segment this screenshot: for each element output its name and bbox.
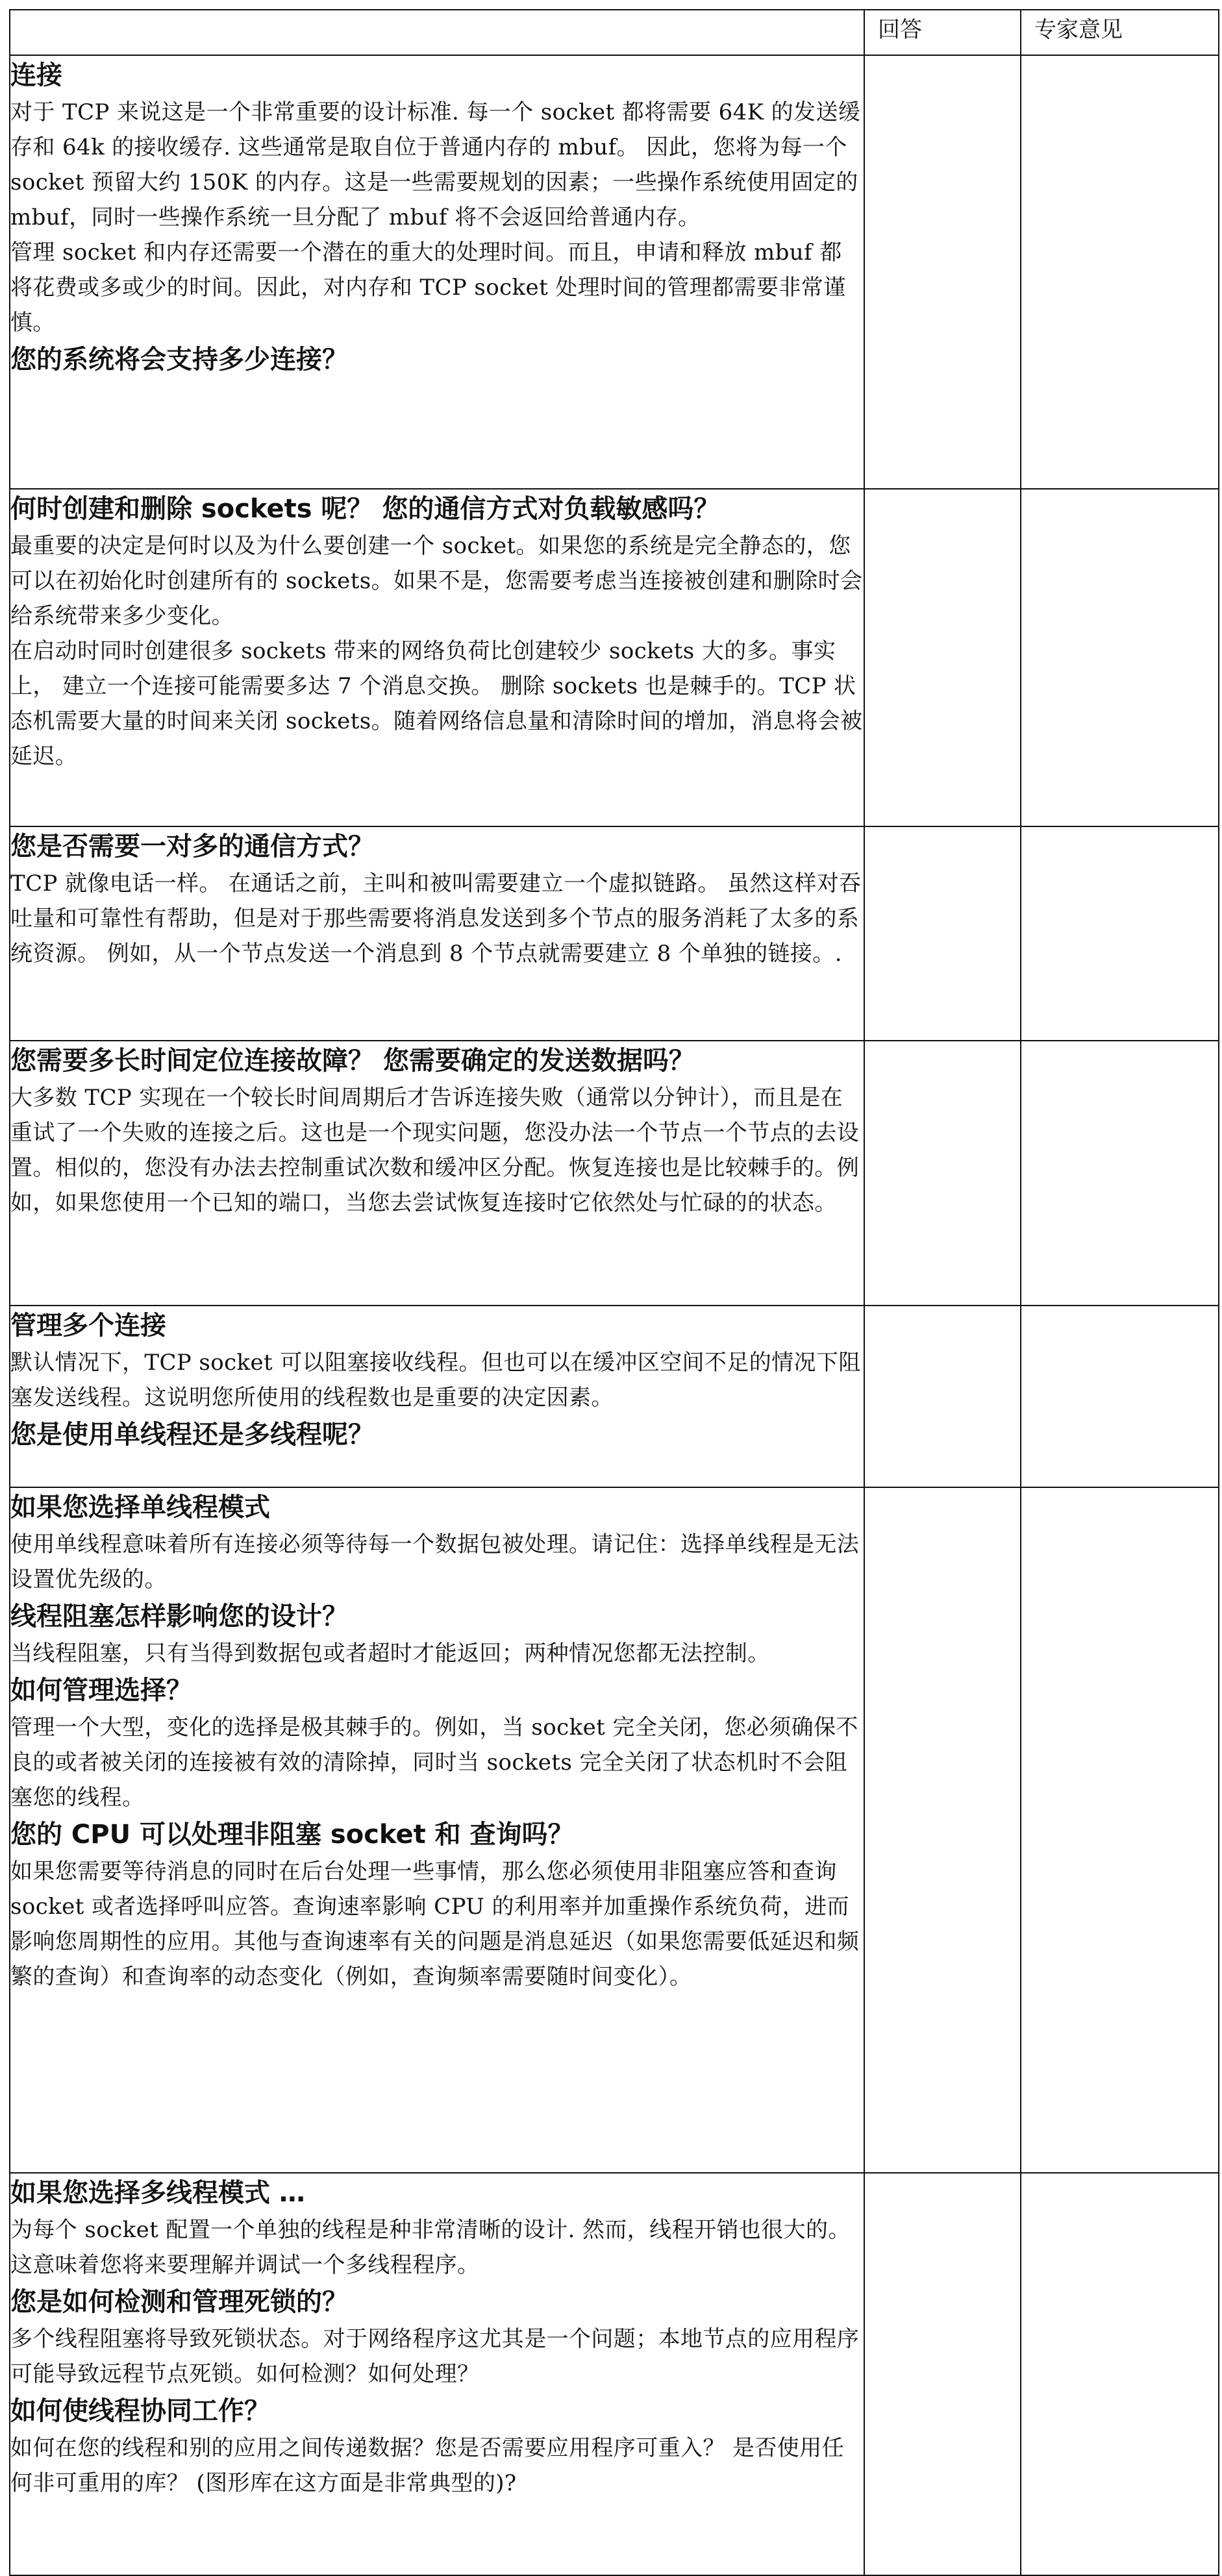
answer-cell[interactable] xyxy=(864,2173,1021,2575)
section-heading: 如果您选择单线程模式 xyxy=(10,1492,270,1522)
answer-cell[interactable] xyxy=(864,826,1021,1041)
topic-content xyxy=(10,56,864,379)
section-heading: 连接 xyxy=(10,60,62,90)
header-answer: 回答 xyxy=(864,10,1021,55)
section-heading: 线程阻塞怎样影响您的设计？ xyxy=(10,1602,348,1631)
header-expert-opinion: 专家意见 xyxy=(1021,10,1219,55)
table-row xyxy=(10,489,1219,826)
body-paragraph: 最重要的决定是何时以及为什么要创建一个 socket。如果您的系统是完全静态的，您可以在初始化时创建所有的 sockets。如果不是，您需要考虑当连接被创建和删除时会给系统带来多少变化。 xyxy=(10,533,863,629)
body-paragraph: 大多数 TCP 实现在一个较长时间周期后才告诉连接失败（通常以分钟计），而且是在重试了一个失败的连接之后。这也是一个现实问题，您没办法一个节点一个节点的去设置。相似的，您没有办法去控制重试次数和缓冲区分配。恢复连接也是比较棘手的。例如，如果您使用一个已知的端口，当您去尝试恢复连接时它依然处与忙碌的的状态。 xyxy=(10,1085,860,1216)
body-paragraph: 对于 TCP 来说这是一个非常重要的设计标准. 每一个 socket 都将需要 64K 的发送缓存和 64k 的接收缓存. 这些通常是取自位于普通内存的 mbuf。 因此，您将为每一个 socket 预留大约 150K 的内存。这是一些需要规划的因素；一些操作系统使用固定的 mbuf，同时一些操作系统一旦分配了 mbuf 将不会返回给普通内存。 xyxy=(10,99,861,230)
section-heading: 您是如何检测和管理死锁的？ xyxy=(10,2287,348,2317)
checklist-table xyxy=(9,9,1219,2576)
topic-cell xyxy=(10,826,864,1041)
section-heading: 您是否需要一对多的通信方式？ xyxy=(10,832,374,861)
table-row xyxy=(10,1306,1219,1487)
expert-opinion-cell[interactable] xyxy=(1021,1487,1219,2173)
section-heading: 您是使用单线程还是多线程呢？ xyxy=(10,1420,374,1450)
section-heading: 您的系统将会支持多少连接？ xyxy=(10,345,348,375)
section-heading: 管理多个连接 xyxy=(10,1311,166,1341)
topic-content xyxy=(10,1306,864,1454)
answer-cell[interactable] xyxy=(864,55,1021,489)
section-heading: 如何使线程协同工作？ xyxy=(10,2396,270,2426)
answer-cell[interactable] xyxy=(864,489,1021,826)
expert-opinion-cell[interactable] xyxy=(1021,2173,1219,2575)
expert-opinion-cell[interactable] xyxy=(1021,55,1219,489)
header-topic xyxy=(10,10,864,55)
topic-cell xyxy=(10,1306,864,1487)
answer-cell[interactable] xyxy=(864,1306,1021,1487)
body-paragraph: 默认情况下，TCP socket 可以阻塞接收线程。但也可以在缓冲区空间不足的情况下阻塞发送线程。这说明您所使用的线程数也是重要的决定因素。 xyxy=(10,1350,861,1411)
expert-opinion-cell[interactable] xyxy=(1021,1306,1219,1487)
expert-opinion-cell[interactable] xyxy=(1021,1041,1219,1306)
answer-cell[interactable] xyxy=(864,1041,1021,1306)
topic-content xyxy=(10,2174,864,2501)
expert-opinion-cell[interactable] xyxy=(1021,489,1219,826)
body-paragraph: 如果您需要等待消息的同时在后台处理一些事情，那么您必须使用非阻塞应答和查询 socket 或者选择呼叫应答。查询速率影响 CPU 的利用率并加重操作系统负荷，进而影响您周期性的应用。其他与查询速率有关的问题是消息延迟（如果您需要低延迟和频繁的查询）和查询率的动态变化（例如，查询频率需要随时间变化）。 xyxy=(10,1859,860,1990)
topic-content xyxy=(10,1488,864,1994)
topic-cell xyxy=(10,2173,864,2575)
topic-content xyxy=(10,1041,864,1220)
topic-content xyxy=(10,827,864,971)
section-heading: 您的 CPU 可以处理非阻塞 socket 和 查询吗？ xyxy=(10,1820,574,1850)
table-row xyxy=(10,1487,1219,2173)
table-body xyxy=(10,55,1219,2575)
section-heading: 如果您选择多线程模式 … xyxy=(10,2178,305,2208)
table-row xyxy=(10,826,1219,1041)
body-paragraph: 如何在您的线程和别的应用之间传递数据？您是否需要应用程序可重入？ 是否使用任何非可重用的库？ (图形库在这方面是非常典型的)? xyxy=(10,2435,845,2496)
answer-cell[interactable] xyxy=(864,1487,1021,2173)
section-heading: 您需要多长时间定位连接故障？ 您需要确定的发送数据吗？ xyxy=(10,1046,695,1076)
body-paragraph: 多个线程阻塞将导致死锁状态。对于网络程序这尤其是一个问题；本地节点的应用程序可能导致远程节点死锁。如何检测？如何处理？ xyxy=(10,2326,860,2387)
body-paragraph: 在启动时同时创建很多 sockets 带来的网络负荷比创建较少 sockets 大的多。事实上， 建立一个连接可能需要多达 7 个消息交换。 删除 sockets 也是棘手的。TCP 状态机需要大量的时间来关闭 sockets。随着网络信息量和清除时间的增加，消息将会被延迟。 xyxy=(10,638,863,769)
body-paragraph: 为每个 socket 配置一个单独的线程是种非常清晰的设计. 然而，线程开销也很大的。这意味着您将来要理解并调试一个多线程程序。 xyxy=(10,2217,851,2278)
topic-content xyxy=(10,489,864,774)
table-row xyxy=(10,2173,1219,2575)
topic-cell xyxy=(10,55,864,489)
section-heading: 何时创建和删除 sockets 呢？ 您的通信方式对负载敏感吗？ xyxy=(10,494,720,524)
body-paragraph: 使用单线程意味着所有连接必须等待每一个数据包被处理。请记住：选择单线程是无法设置优先级的。 xyxy=(10,1531,860,1592)
body-paragraph: 当线程阻塞，只有当得到数据包或者超时才能返回；两种情况您都无法控制。 xyxy=(10,1641,770,1666)
body-paragraph: 管理一个大型，变化的选择是极其棘手的。例如，当 socket 完全关闭，您必须确保不良的或者被关闭的连接被有效的清除掉，同时当 sockets 完全关闭了状态机时不会阻塞您的线程。 xyxy=(10,1715,858,1811)
table-row xyxy=(10,1041,1219,1306)
expert-opinion-cell[interactable] xyxy=(1021,826,1219,1041)
topic-cell xyxy=(10,1487,864,2173)
body-paragraph: TCP 就像电话一样。 在通话之前，主叫和被叫需要建立一个虚拟链路。 虽然这样对吞吐量和可靠性有帮助，但是对于那些需要将消息发送到多个节点的服务消耗了太多的系统资源。 例如，从一个节点发送一个消息到 8 个节点就需要建立 8 个单独的链接。. xyxy=(10,871,862,967)
section-heading: 如何管理选择？ xyxy=(10,1676,192,1705)
topic-cell xyxy=(10,1041,864,1306)
table-header-row xyxy=(10,10,1219,55)
body-paragraph: 管理 socket 和内存还需要一个潜在的重大的处理时间。而且，申请和释放 mbuf 都将花费或多或少的时间。因此，对内存和 TCP socket 处理时间的管理都需要非常谨慎。 xyxy=(10,240,846,336)
table-row xyxy=(10,55,1219,489)
topic-cell xyxy=(10,489,864,826)
